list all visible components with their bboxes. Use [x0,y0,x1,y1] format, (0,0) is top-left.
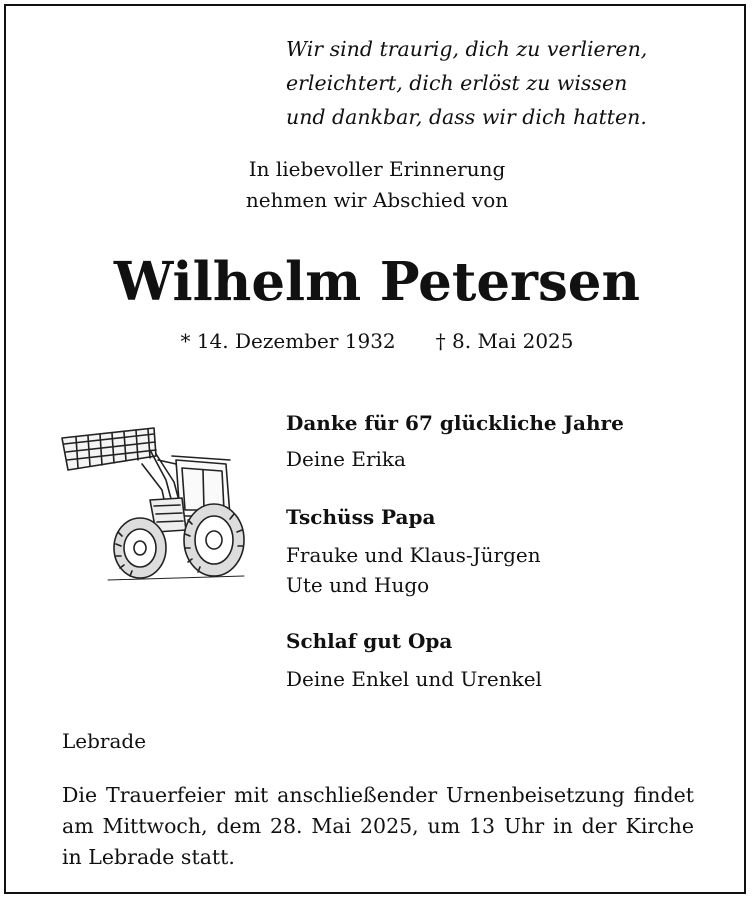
birth-date: * 14. Dezember 1932 [180,329,396,353]
poem-line: und dankbar, dass wir dich hatten. [286,105,647,129]
tractor-illustration-icon [58,420,248,585]
poem [286,32,726,134]
poem-line: Wir sind traurig, dich zu verlieren, [286,37,648,61]
intro-line: In liebevoller Erinnerung [248,157,506,181]
message-heading: Schlaf gut Opa [286,629,453,653]
message-heading: Danke für 67 glückliche Jahre [286,411,624,435]
intro-line: nehmen wir Abschied von [245,188,509,212]
service-info: Die Trauerfeier mit anschließender Urnenbeisetzung findet am Mittwoch, dem 28. Mai 2025, um 13 Uhr in der Kirche in Lebrade statt. [62,783,694,869]
message-signature: Deine Erika [286,447,406,471]
message-children [286,502,726,600]
message-wife [286,408,726,474]
message-signature: Deine Enkel und Urenkel [286,667,542,691]
poem-line: erleichtert, dich erlöst zu wissen [286,71,628,95]
intro-text [0,154,754,216]
message-heading: Tschüss Papa [286,505,436,529]
life-dates [0,326,754,356]
message-signature: Ute und Hugo [286,573,430,597]
place: Lebrade [62,729,147,753]
message-signature: Frauke und Klaus-Jürgen [286,543,541,567]
deceased-name: Wilhelm Petersen [113,251,641,313]
message-grandchildren [286,626,726,694]
death-date: † 8. Mai 2025 [435,329,574,353]
